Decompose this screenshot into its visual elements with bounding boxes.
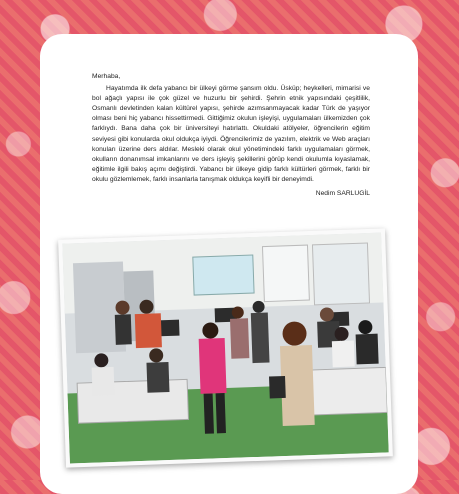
classroom-photo-illustration — [62, 233, 388, 464]
letter-greeting: Merhaba, — [92, 73, 121, 80]
letter-signature: Nedim SARLUGİL — [315, 190, 370, 198]
letter-body: Hayatımda ilk defa yabancı bir ülkeyi görme şansım oldu. Üsküp; heykelleri, mimarisi ve bol ağaçlı yapısı ile çok güzel ve huzurlu bir şehirdi. Şehrin etnik yapısındaki çeşitlilik, Osmanlı devletinden kalan kültürel yapısı, şehirde azımsanmayacak kadar Türk de yaşıyor olması beni hiç yabancı hissettirmedi. Gittiğimiz okulun işleyişi, uygulamaları ülkemizden çok farklıydı. Bana daha çok bir üniversiteyi hatırlattı. Okuldaki atölyeler, öğrencilerin eğitim seviyesi gibi konularda okul oldukça iyiydi. Öğrencilerimiz de yazılım, elektrik ve Web araçları konuları üzerine ders aldılar. Mesleki olarak okul yönetimindeki farklı uygulamaları görmek, okulların donanımsal imkanlarını ve ders işleyiş şekillerini görüp kendi okulumla kıyaslamak, eğitimle ilgili bakış açımı değiştirdi. Yabancı bir ülkeye gidip farklı kültürleri görmek, farklı bir okulu gözlemlemek, farklı insanlarla tanışmak oldukça keyifli bir deneyimdi. — [92, 85, 370, 183]
classroom-photo — [58, 228, 393, 467]
letter-text — [92, 72, 370, 199]
letter-card — [40, 34, 418, 494]
